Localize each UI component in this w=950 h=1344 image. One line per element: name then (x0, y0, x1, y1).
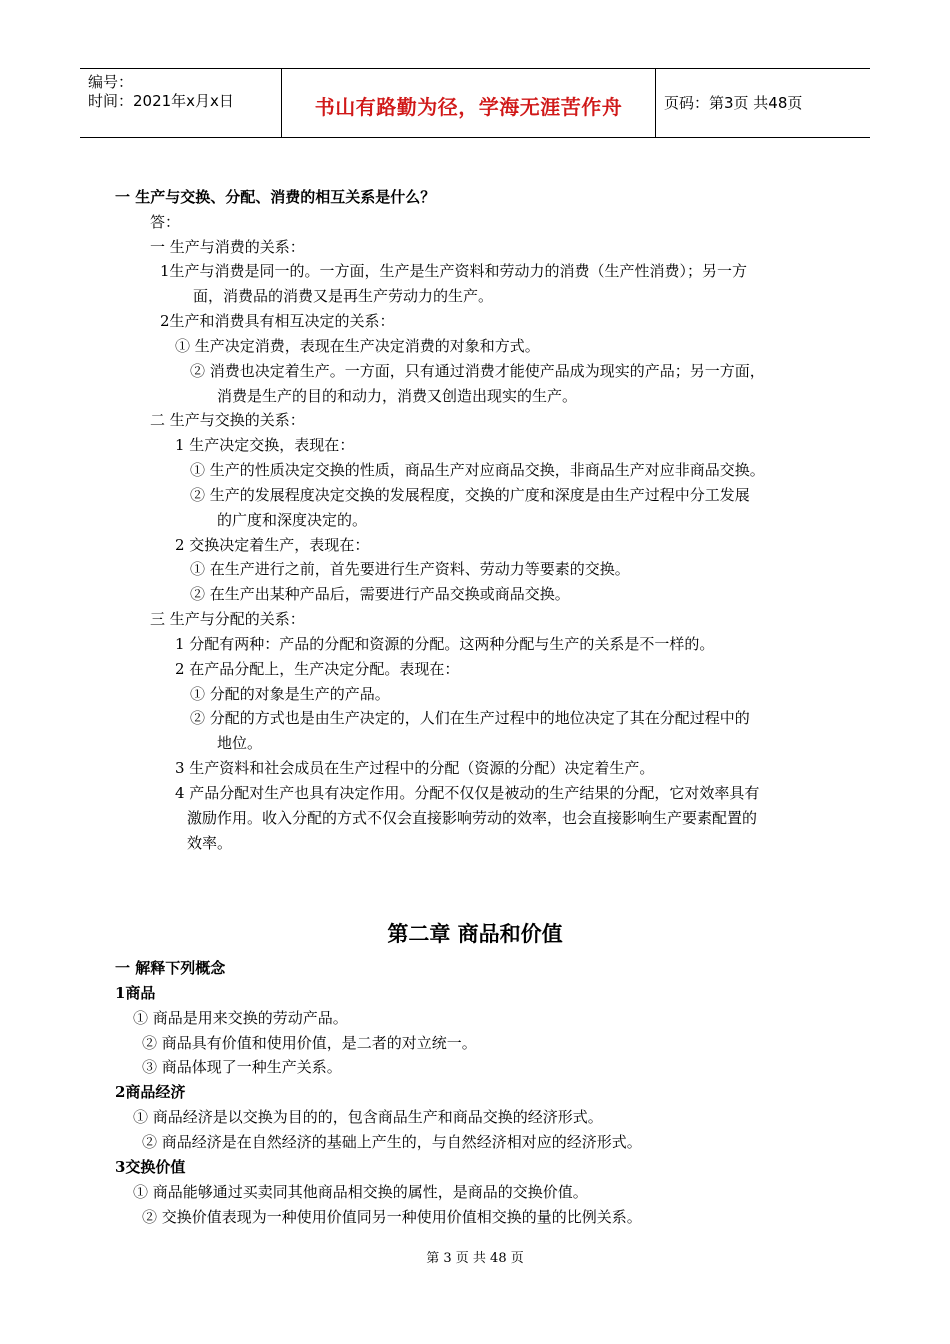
list-item: 2生产和消费具有相互决定的关系： (160, 312, 395, 330)
doc-number-label: 编号： (88, 73, 134, 91)
list-item: 二 生产与交换的关系： (150, 411, 305, 429)
list-item: 2 交换决定着生产，表现在： (175, 536, 370, 554)
concept-line: ③ 商品体现了一种生产关系。 (142, 1058, 342, 1076)
header-motto-cell (282, 69, 656, 137)
list-item: ② 消费也决定着生产。一方面，只有通过消费才能使产品成为现实的产品；另一方面， (190, 362, 765, 380)
list-item: 三 生产与分配的关系： (150, 610, 305, 628)
list-item: 1生产与消费是同一的。一方面，生产是生产资料和劳动力的消费（生产性消费）；另一方 (160, 262, 748, 280)
concept-title: 3交换价值 (115, 1158, 186, 1176)
concept-line: ① 商品能够通过买卖同其他商品相交换的属性，是商品的交换价值。 (133, 1183, 588, 1201)
list-item: ① 分配的对象是生产的产品。 (190, 685, 390, 703)
list-item: ② 在生产出某种产品后，需要进行产品交换或商品交换。 (190, 585, 570, 603)
list-item: ② 分配的方式也是由生产决定的，人们在生产过程中的地位决定了其在分配过程中的 (190, 709, 750, 727)
list-item: 激励作用。收入分配的方式不仅会直接影响劳动的效率，也会直接影响生产要素配置的 (187, 809, 758, 827)
concept-line: ② 商品具有价值和使用价值，是二者的对立统一。 (142, 1034, 477, 1052)
header-meta-cell (80, 69, 282, 137)
doc-date-label: 时间：2021年x月x日 (88, 92, 234, 110)
page-footer: 第 3 页 共 48 页 (426, 1251, 524, 1266)
list-item: 效率。 (187, 834, 233, 852)
concept-line: ① 商品经济是以交换为目的的，包含商品生产和商品交换的经济形式。 (133, 1108, 603, 1126)
list-item: 地位。 (217, 734, 263, 752)
list-item: 面，消费品的消费又是再生产劳动力的生产。 (193, 287, 494, 305)
list-item: 4 产品分配对生产也具有决定作用。分配不仅仅是被动的生产结果的分配，它对效率具有 (175, 784, 760, 802)
list-item: 消费是生产的目的和动力，消费又创造出现实的生产。 (217, 387, 578, 405)
list-item: 1 分配有两种：产品的分配和资源的分配。这两种分配与生产的关系是不一样的。 (175, 635, 715, 653)
list-item: ① 在生产进行之前，首先要进行生产资料、劳动力等要素的交换。 (190, 560, 630, 578)
header-page-label: 页码：第3页 共48页 (664, 94, 803, 112)
concept-line: ① 商品是用来交换的劳动产品。 (133, 1009, 348, 1027)
list-item: 3 生产资料和社会成员在生产过程中的分配（资源的分配）决定着生产。 (175, 759, 655, 777)
list-item: 的广度和深度决定的。 (217, 511, 368, 529)
list-item: 1 生产决定交换，表现在： (175, 436, 355, 454)
concept-title: 2商品经济 (115, 1083, 186, 1101)
list-item: ① 生产的性质决定交换的性质，商品生产对应商品交换，非商品生产对应非商品交换。 (190, 461, 765, 479)
concept-title: 1商品 (115, 984, 156, 1002)
question-heading: 一 生产与交换、分配、消费的相互关系是什么？ (115, 188, 436, 206)
concept-line: ② 商品经济是在自然经济的基础上产生的，与自然经济相对应的经济形式。 (142, 1133, 642, 1151)
list-item: 2 在产品分配上，生产决定分配。表现在： (175, 660, 460, 678)
chapter-title: 第二章 商品和价值 (387, 922, 563, 946)
section-heading: 一 解释下列概念 (115, 959, 226, 977)
document-header (80, 68, 870, 138)
list-item: ② 生产的发展程度决定交换的发展程度，交换的广度和深度是由生产过程中分工发展 (190, 486, 750, 504)
answer-label: 答： (150, 213, 181, 231)
concept-line: ② 交换价值表现为一种使用价值同另一种使用价值相交换的量的比例关系。 (142, 1208, 642, 1226)
header-page-cell (656, 69, 870, 137)
list-item: 一 生产与消费的关系： (150, 238, 305, 256)
header-motto: 书山有路勤为径，学海无涯苦作舟 (314, 95, 623, 119)
list-item: ① 生产决定消费，表现在生产决定消费的对象和方式。 (175, 337, 540, 355)
